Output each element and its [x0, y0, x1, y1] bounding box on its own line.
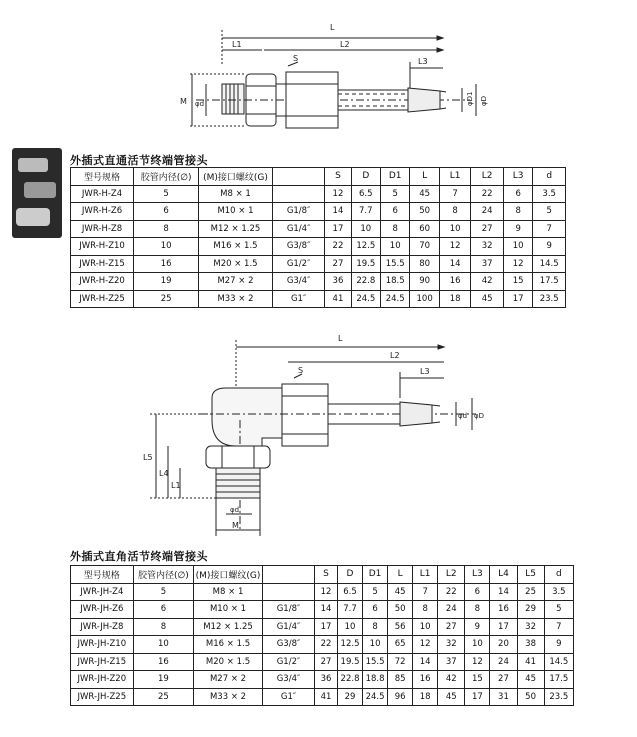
table-header-row: [71, 168, 566, 186]
table-cell: 100: [410, 290, 439, 308]
table-cell: G3/4″: [262, 671, 314, 689]
table-row: [71, 238, 566, 256]
table-cell: 19: [134, 273, 199, 291]
dim2-S-label: S: [298, 366, 304, 375]
table-cell: 15.5: [381, 255, 410, 273]
table-cell: 80: [410, 255, 439, 273]
table-cell: 16: [134, 255, 199, 273]
table-cell: 7: [544, 618, 573, 636]
table-cell: 19.5: [338, 653, 363, 671]
table-cell: G1″: [262, 688, 314, 706]
table-cell: 3.5: [533, 185, 566, 203]
table-cell: G3/8″: [262, 636, 314, 654]
straight-fitting-table: [70, 167, 566, 308]
dim2-d2-label: φd: [230, 506, 240, 514]
table-cell: 18: [439, 290, 471, 308]
table-row: [71, 601, 574, 619]
table-cell: 16: [490, 601, 517, 619]
table-cell: 12: [325, 185, 351, 203]
product-photo: [12, 148, 62, 238]
dim2-D-label: φD: [474, 412, 485, 420]
column-header: [262, 566, 314, 584]
column-header: D: [338, 566, 363, 584]
table-cell: M12 × 1.25: [194, 618, 263, 636]
table-cell: 50: [410, 203, 439, 221]
table-cell: 70: [410, 238, 439, 256]
table-cell: G3/8″: [272, 238, 325, 256]
table-cell: 29: [338, 688, 363, 706]
table-cell: 17: [465, 688, 490, 706]
table-cell: 45: [410, 185, 439, 203]
table-cell: 7: [413, 583, 438, 601]
table-cell: 20: [490, 636, 517, 654]
table-cell: 5: [381, 185, 410, 203]
table-cell: M27 × 2: [199, 273, 273, 291]
column-header: D: [351, 168, 380, 186]
table-cell: 32: [438, 636, 465, 654]
table-cell: 9: [465, 618, 490, 636]
table-cell: 36: [315, 671, 338, 689]
table-cell: M33 × 2: [194, 688, 263, 706]
column-header: L1: [439, 168, 471, 186]
column-header: [272, 168, 325, 186]
table-cell: 10: [465, 636, 490, 654]
column-header: L2: [471, 168, 504, 186]
table-cell: M10 × 1: [194, 601, 263, 619]
table-cell: 10: [439, 220, 471, 238]
dim2-L5-label: L5: [143, 453, 153, 462]
table-cell: JWR-H-Z20: [71, 273, 134, 291]
table-cell: 19: [133, 671, 194, 689]
table-cell: G1/8″: [272, 203, 325, 221]
table-header-row: [71, 566, 574, 584]
table-cell: 90: [410, 273, 439, 291]
column-header: S: [315, 566, 338, 584]
column-header: d: [544, 566, 573, 584]
table-cell: 18.5: [381, 273, 410, 291]
table-cell: 12: [503, 255, 532, 273]
table-cell: 10: [381, 238, 410, 256]
table-cell: JWR-H-Z6: [71, 203, 134, 221]
table-cell: 8: [503, 203, 532, 221]
table-cell: 19.5: [351, 255, 380, 273]
table-cell: 24.5: [381, 290, 410, 308]
table-cell: 6: [465, 583, 490, 601]
table-cell: 12: [315, 583, 338, 601]
dim2-d-label: φd: [458, 412, 468, 420]
table-cell: [262, 583, 314, 601]
table-cell: 22: [471, 185, 504, 203]
column-header: 胶管内径(∅): [134, 168, 199, 186]
table-cell: 56: [388, 618, 413, 636]
table-cell: 45: [438, 688, 465, 706]
table-cell: 15: [465, 671, 490, 689]
table-cell: 50: [517, 688, 544, 706]
table-cell: 14: [325, 203, 351, 221]
table-row: [71, 653, 574, 671]
table-row: [71, 273, 566, 291]
table-cell: 6: [381, 203, 410, 221]
table-cell: 9: [503, 220, 532, 238]
table-cell: 41: [517, 653, 544, 671]
column-header: L1: [413, 566, 438, 584]
table-cell: 9: [544, 636, 573, 654]
table-cell: 31: [490, 688, 517, 706]
table-cell: 60: [410, 220, 439, 238]
table-cell: 10: [133, 636, 194, 654]
table-cell: 27: [325, 255, 351, 273]
table-cell: 37: [471, 255, 504, 273]
table-cell: 15.5: [363, 653, 388, 671]
table-cell: 22.8: [338, 671, 363, 689]
table-cell: 42: [438, 671, 465, 689]
table-cell: 27: [471, 220, 504, 238]
table-cell: 17: [503, 290, 532, 308]
table-cell: 45: [517, 671, 544, 689]
table-cell: 8: [363, 618, 388, 636]
dim2-L-label: L: [338, 334, 343, 343]
table-cell: 16: [439, 273, 471, 291]
table-cell: 32: [517, 618, 544, 636]
table-cell: 6: [503, 185, 532, 203]
table-cell: M10 × 1: [199, 203, 273, 221]
column-header: 型号规格: [71, 566, 134, 584]
column-header: L: [410, 168, 439, 186]
table-cell: 17: [490, 618, 517, 636]
table-cell: 7.7: [351, 203, 380, 221]
dim-D-label: φD: [480, 95, 488, 106]
table-row: [71, 618, 574, 636]
table-cell: 25: [133, 688, 194, 706]
column-header: D1: [363, 566, 388, 584]
table-cell: 10: [413, 618, 438, 636]
table-cell: JWR-JH-Z4: [71, 583, 134, 601]
table-cell: 8: [465, 601, 490, 619]
table-cell: M20 × 1.5: [194, 653, 263, 671]
table-cell: 27: [438, 618, 465, 636]
table-cell: M8 × 1: [199, 185, 273, 203]
table-cell: 10: [351, 220, 380, 238]
column-header: (M)接口螺纹(G): [194, 566, 263, 584]
table-cell: 22: [315, 636, 338, 654]
table-cell: JWR-JH-Z8: [71, 618, 134, 636]
table-cell: 24: [471, 203, 504, 221]
table-cell: 23.5: [533, 290, 566, 308]
table-cell: 5: [544, 601, 573, 619]
column-header: S: [325, 168, 351, 186]
column-header: L: [388, 566, 413, 584]
table-cell: 14.5: [533, 255, 566, 273]
table-row: [71, 688, 574, 706]
dim-L-label: L: [330, 23, 335, 32]
dim-d-label: φd: [195, 100, 205, 108]
table-cell: 14: [413, 653, 438, 671]
table-cell: 18: [413, 688, 438, 706]
table-cell: 10: [503, 238, 532, 256]
dim2-L3-label: L3: [420, 367, 430, 376]
table-cell: G1/4″: [262, 618, 314, 636]
table-row: [71, 583, 574, 601]
dim-S-label: S: [293, 54, 299, 63]
table-row: [71, 636, 574, 654]
table-cell: 12.5: [338, 636, 363, 654]
dim-L2-label: L2: [340, 40, 350, 49]
table-cell: 5: [134, 185, 199, 203]
section2-title: 外插式直角活节终端管接头: [70, 550, 208, 563]
table-cell: 6.5: [351, 185, 380, 203]
table-cell: 24: [438, 601, 465, 619]
table-cell: M33 × 2: [199, 290, 273, 308]
table-cell: M16 × 1.5: [199, 238, 273, 256]
table-cell: 17: [315, 618, 338, 636]
table-row: [71, 671, 574, 689]
table-cell: JWR-JH-Z20: [71, 671, 134, 689]
table-cell: 45: [388, 583, 413, 601]
table-cell: 6: [133, 601, 194, 619]
column-header: 型号规格: [71, 168, 134, 186]
table-cell: 8: [133, 618, 194, 636]
table-cell: M20 × 1.5: [199, 255, 273, 273]
table-cell: 27: [490, 671, 517, 689]
table-cell: 10: [363, 636, 388, 654]
table-cell: 8: [134, 220, 199, 238]
table-cell: 14: [315, 601, 338, 619]
table-cell: 27: [315, 653, 338, 671]
dim2-L1-label: L1: [171, 481, 181, 490]
table-cell: 12: [439, 238, 471, 256]
table-cell: G1″: [272, 290, 325, 308]
table-cell: G1/4″: [272, 220, 325, 238]
table-cell: G1/2″: [262, 653, 314, 671]
column-header: L3: [465, 566, 490, 584]
table-cell: 12: [465, 653, 490, 671]
column-header: L3: [503, 168, 532, 186]
table-cell: 6.5: [338, 583, 363, 601]
table-cell: 22.8: [351, 273, 380, 291]
table-cell: 7: [533, 220, 566, 238]
table-cell: 5: [133, 583, 194, 601]
dim-L3-label: L3: [418, 57, 428, 66]
table-cell: 18.8: [363, 671, 388, 689]
table-cell: 10: [338, 618, 363, 636]
elbow-fitting-table: [70, 565, 574, 706]
table-cell: 22: [325, 238, 351, 256]
table-cell: 14: [490, 583, 517, 601]
table-cell: 85: [388, 671, 413, 689]
table-cell: 23.5: [544, 688, 573, 706]
table-cell: 24.5: [363, 688, 388, 706]
dim-M-label: M: [180, 97, 187, 106]
table-cell: 65: [388, 636, 413, 654]
table-cell: 96: [388, 688, 413, 706]
table-cell: G1/2″: [272, 255, 325, 273]
table-cell: M12 × 1.25: [199, 220, 273, 238]
table-cell: 8: [381, 220, 410, 238]
table-cell: 3.5: [544, 583, 573, 601]
table-cell: 16: [413, 671, 438, 689]
table-cell: G1/8″: [262, 601, 314, 619]
table-cell: M27 × 2: [194, 671, 263, 689]
table-cell: 45: [471, 290, 504, 308]
table-cell: JWR-H-Z4: [71, 185, 134, 203]
column-header: 胶管内径(∅): [133, 566, 194, 584]
table-cell: 37: [438, 653, 465, 671]
section1-title: 外插式直通活节终端管接头: [70, 154, 208, 167]
table-cell: 7.7: [338, 601, 363, 619]
table-cell: 14: [439, 255, 471, 273]
table-cell: M8 × 1: [194, 583, 263, 601]
table-cell: 16: [133, 653, 194, 671]
column-header: L4: [490, 566, 517, 584]
table-row: [71, 255, 566, 273]
table-cell: JWR-H-Z8: [71, 220, 134, 238]
table-cell: 50: [388, 601, 413, 619]
table-cell: 15: [503, 273, 532, 291]
dim2-L4-label: L4: [159, 469, 169, 478]
table-cell: JWR-JH-Z10: [71, 636, 134, 654]
table-cell: G3/4″: [272, 273, 325, 291]
table-cell: JWR-JH-Z25: [71, 688, 134, 706]
table-row: [71, 290, 566, 308]
table-cell: 17: [325, 220, 351, 238]
table-row: [71, 185, 566, 203]
table-cell: 5: [533, 203, 566, 221]
dim2-M-label: M: [232, 521, 239, 530]
table-cell: 10: [134, 238, 199, 256]
dim2-L2-label: L2: [390, 351, 400, 360]
table-cell: 25: [134, 290, 199, 308]
table-cell: 29: [517, 601, 544, 619]
table-cell: JWR-H-Z25: [71, 290, 134, 308]
table-cell: 72: [388, 653, 413, 671]
table-cell: 41: [315, 688, 338, 706]
table-cell: 8: [439, 203, 471, 221]
table-cell: JWR-H-Z10: [71, 238, 134, 256]
table-cell: 7: [439, 185, 471, 203]
table-cell: 9: [533, 238, 566, 256]
table-row: [71, 220, 566, 238]
table-cell: JWR-H-Z15: [71, 255, 134, 273]
dim-D1-label: φD1: [466, 91, 474, 106]
table-cell: 24.5: [351, 290, 380, 308]
table-cell: [272, 185, 325, 203]
table-cell: 22: [438, 583, 465, 601]
table-cell: 14.5: [544, 653, 573, 671]
table-cell: 38: [517, 636, 544, 654]
table-cell: JWR-JH-Z6: [71, 601, 134, 619]
table-cell: 12.5: [351, 238, 380, 256]
table-cell: 8: [413, 601, 438, 619]
column-header: L5: [517, 566, 544, 584]
dim-L1-label: L1: [232, 40, 242, 49]
table-cell: 17.5: [533, 273, 566, 291]
table-cell: 5: [363, 583, 388, 601]
table-cell: JWR-JH-Z15: [71, 653, 134, 671]
table-cell: 42: [471, 273, 504, 291]
table-cell: 17.5: [544, 671, 573, 689]
table-cell: 36: [325, 273, 351, 291]
table-cell: 6: [363, 601, 388, 619]
column-header: (M)接口螺纹(G): [199, 168, 273, 186]
column-header: d: [533, 168, 566, 186]
table-cell: 41: [325, 290, 351, 308]
table-cell: 6: [134, 203, 199, 221]
table-cell: 32: [471, 238, 504, 256]
table-cell: 12: [413, 636, 438, 654]
column-header: D1: [381, 168, 410, 186]
table-cell: 24: [490, 653, 517, 671]
column-header: L2: [438, 566, 465, 584]
table-row: [71, 203, 566, 221]
table-cell: M16 × 1.5: [194, 636, 263, 654]
table-cell: 25: [517, 583, 544, 601]
